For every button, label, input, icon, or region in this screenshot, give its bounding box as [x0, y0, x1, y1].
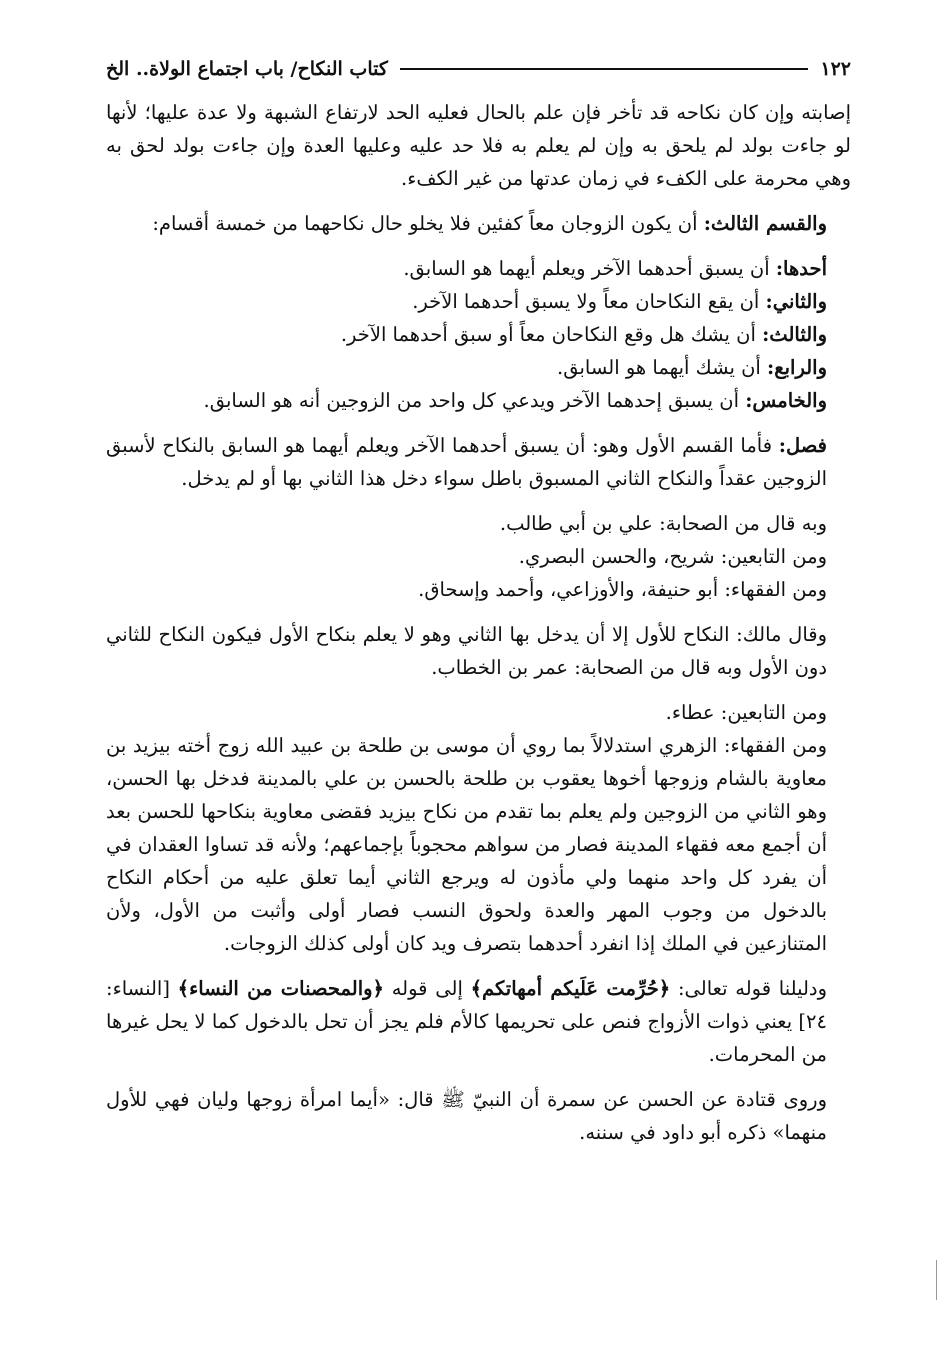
running-header [106, 56, 851, 82]
paragraph-text: ودليلنا قوله تعالى: [670, 977, 828, 1000]
list-item-lead: والثاني: [765, 290, 827, 313]
quran-quote: ﴿والمحصنات من النساء﴾ [177, 977, 384, 1000]
section-lead: فصل: [778, 434, 827, 457]
list-item-lead: والخامس: [745, 389, 827, 412]
paragraph [106, 573, 851, 606]
list-item-text: أن يشك هل وقع النكاحان معاً أو سبق أحدهما الآخر. [340, 323, 763, 346]
list-item-lead: أحدها: [775, 257, 827, 280]
margin-mark [936, 1260, 937, 1300]
paragraph-text: ومن التابعين: شريح، والحسن البصري. [518, 545, 827, 568]
paragraph-text: إصابته وإن كان نكاحه قد تأخر فإن علم بالحال فعليه الحد لارتفاع الشبهة ولا عدة عليها؛ لأنها لو جاءت بولد لم يلحق به وإن لم يعلم به فلا حد عليه وعليها العدة وإن جاءت بولد لحق به وهي محرمة على الكفء في زمان عدتها من غير الكفء. [106, 101, 851, 190]
paragraph [106, 96, 851, 195]
list-item [106, 384, 851, 417]
list-item-lead: والرابع: [767, 356, 827, 379]
list-item [106, 285, 851, 318]
paragraph-text: وروى قتادة عن الحسن عن سمرة أن النبيّ ﷺ قال: «أيما امرأة زوجها وليان فهي للأول منهما» ذكره أبو داود في سننه. [106, 1088, 827, 1144]
page-number: ١٢٢ [820, 58, 851, 80]
paragraph-text: وقال مالك: النكاح للأول إلا أن يدخل بها الثاني وهو لا يعلم بنكاح الأول فيكون النكاح للثاني دون الأول وبه قال من الصحابة: عمر بن الخطاب. [106, 623, 827, 679]
section-paragraph [106, 429, 851, 495]
paragraph [106, 696, 851, 729]
paragraph-text: ومن الفقهاء: أبو حنيفة، والأوزاعي، وأحمد وإسحاق. [418, 578, 827, 601]
paragraph-text: ومن الفقهاء: الزهري استدلالاً بما روي أن موسى بن طلحة بن عبيد الله زوج أخته بيزيد بن معاوية بالشام وزوجها أخوها يعقوب بن طلحة بالحسن بن علي بالمدينة فدخل بها الحسن، وهو الثاني من الزوجين ولم يعلم بما تقدم من نكاح بيزيد فقضى معاوية بنكاحها للحسن بعد أن أجمع معه فقهاء المدينة فصار من سواهم محجوباً بإجماعهم؛ ولأنه قد تساوا العقدان في أن يفرد كل واحد منهما ولي مأذون له ويرجع الثاني أيما تعلق عليه من أحكام النكاح بالدخول من وجوب المهر والعدة ولحوق النسب فصار أولى وأثبت من الأول، ولأن المتنازعين في الملك إذا انفرد أحدهما بتصرف ويد كان أولى كذلك الزوجات. [106, 734, 827, 955]
list-item [106, 318, 851, 351]
paragraph [106, 540, 851, 573]
list-item-text: أن يشك أيهما هو السابق. [557, 356, 768, 379]
paragraph [106, 507, 851, 540]
list-item [106, 351, 851, 384]
paragraph [106, 729, 851, 960]
paragraph-lead: والقسم الثالث: [703, 212, 827, 235]
paragraph-text: أن يكون الزوجان معاً كفئين فلا يخلو حال نكاحهما من خمسة أقسام: [152, 212, 704, 235]
paragraph [106, 1083, 851, 1149]
paragraph-text: فأما القسم الأول وهو: أن يسبق أحدهما الآخر ويعلم أيهما هو السابق بالنكاح لأسبق الزوجين عقداً والنكاح الثاني المسبوق باطل سواء دخل هذا الثاني بها أو لم يدخل. [106, 434, 827, 490]
paragraph-text: وبه قال من الصحابة: علي بن أبي طالب. [499, 512, 827, 535]
list-item [106, 252, 851, 285]
paragraph [106, 207, 851, 240]
paragraph [106, 972, 851, 1071]
list-item-lead: والثالث: [762, 323, 827, 346]
paragraph [106, 618, 851, 684]
document-page [106, 56, 851, 1149]
list-item-text: أن يقع النكاحان معاً ولا يسبق أحدهما الآخر. [412, 290, 766, 313]
paragraph-text: ومن التابعين: عطاء. [665, 701, 827, 724]
paragraph-text: [النساء: ٢٤] يعني ذوات الأزواج فنص على تحريمها كالأم فلم يجز أن تحل بالدخول كما لا يحل غيرها من المحرمات. [106, 977, 827, 1066]
list-item-text: أن يسبق إحدهما الآخر ويدعي كل واحد من الزوجين أنه هو السابق. [203, 389, 746, 412]
list-item-text: أن يسبق أحدهما الآخر ويعلم أيهما هو السابق. [403, 257, 776, 280]
header-rule [400, 68, 808, 70]
paragraph-text: إلى قوله [383, 977, 471, 1000]
quran-quote: ﴿حُرِّمت عَلَيكم أمهاتكم﴾ [470, 977, 671, 1000]
running-title: كتاب النكاح/ باب اجتماع الولاة.. الخ [106, 58, 388, 80]
